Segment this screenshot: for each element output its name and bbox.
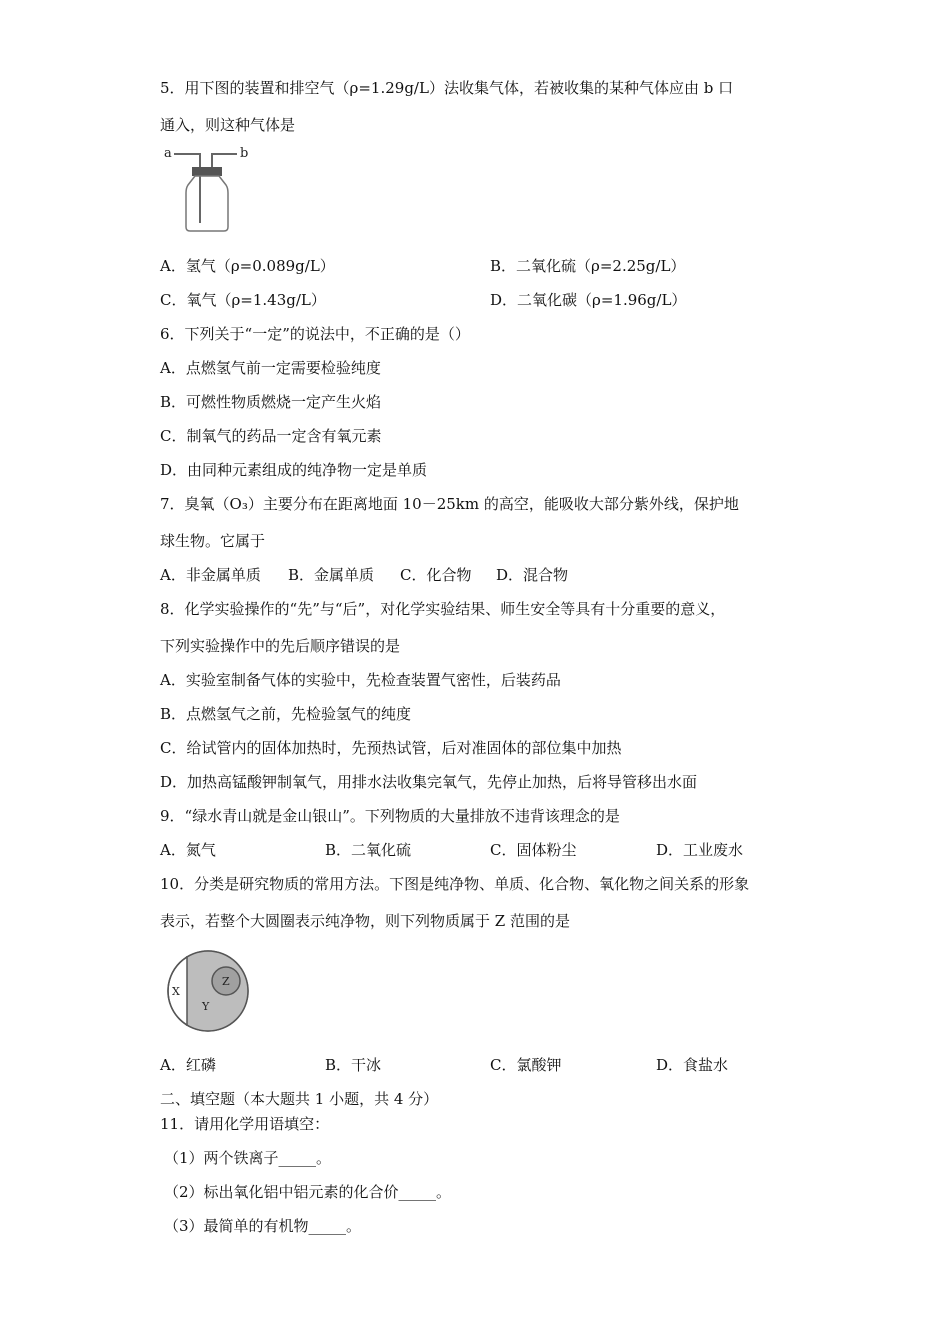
q11-stem: 11．请用化学用语填空： xyxy=(160,1115,330,1133)
q8-option-c: C．给试管内的固体加热时，先预热试管，后对准固体的部位集中加热 xyxy=(160,739,622,757)
q5-option-c: C．氧气（ρ=1.43g/L） xyxy=(160,291,326,309)
fig-label-a: a xyxy=(164,146,172,161)
q5-stem-line2: 通入，则这种气体是 xyxy=(160,116,296,134)
q8-option-d: D．加热高锰酸钾制氧气，用排水法收集完氧气，先停止加热，后将导管移出水面 xyxy=(160,773,698,791)
q9-option-a: A．氮气 xyxy=(160,841,216,859)
q10-option-a: A．红磷 xyxy=(160,1056,216,1074)
q9-option-d: D．工业废水 xyxy=(656,841,744,859)
fig-label-b: b xyxy=(240,146,249,161)
q10-stem-line1: 10．分类是研究物质的常用方法。下图是纯净物、单质、化合物、氧化物之间关系的形象 xyxy=(160,875,750,893)
venn-label-x: X xyxy=(172,985,180,998)
q10-stem-line2: 表示，若整个大圆圈表示纯净物，则下列物质属于 Z 范围的是 xyxy=(160,912,570,930)
venn-label-z: Z xyxy=(222,975,230,988)
q6-option-c: C．制氧气的药品一定含有氧元素 xyxy=(160,427,382,445)
q7-option-d: D．混合物 xyxy=(496,566,569,584)
classification-venn-figure xyxy=(165,948,255,1034)
q7-option-c: C．化合物 xyxy=(400,566,472,584)
q6-option-d: D．由同种元素组成的纯净物一定是单质 xyxy=(160,461,428,479)
q9-stem: 9．“绿水青山就是金山银山”。下列物质的大量排放不违背该理念的是 xyxy=(160,807,620,825)
q9-option-c: C．固体粉尘 xyxy=(490,841,577,859)
q5-stem-line1: 5．用下图的装置和排空气（ρ=1.29g/L）法收集气体，若被收集的某种气体应由 b 口 xyxy=(160,79,734,97)
q11-sub3: （3）最简单的有机物_____。 xyxy=(164,1217,362,1235)
q8-stem-line2: 下列实验操作中的先后顺序错误的是 xyxy=(160,637,401,655)
q11-sub2: （2）标出氧化铝中铝元素的化合价_____。 xyxy=(164,1183,452,1201)
q8-stem-line1: 8．化学实验操作的“先”与“后”，对化学实验结果、师生安全等具有十分重要的意义， xyxy=(160,600,726,618)
q6-stem: 6．下列关于“一定”的说法中，不正确的是（） xyxy=(160,325,470,343)
q7-stem-line2: 球生物。它属于 xyxy=(160,532,266,550)
q9-option-b: B．二氧化硫 xyxy=(325,841,412,859)
q11-sub1: （1）两个铁离子_____。 xyxy=(164,1149,332,1167)
q7-stem-line1: 7．臭氧（O₃）主要分布在距离地面 10－25km 的高空，能吸收大部分紫外线，保护地 xyxy=(160,495,739,513)
q8-option-b: B．点燃氢气之前，先检验氢气的纯度 xyxy=(160,705,412,723)
q10-option-c: C．氯酸钾 xyxy=(490,1056,562,1074)
q10-option-b: B．干冰 xyxy=(325,1056,382,1074)
q10-option-d: D．食盐水 xyxy=(656,1056,729,1074)
q8-option-a: A．实验室制备气体的实验中，先检查装置气密性，后装药品 xyxy=(160,671,561,689)
q5-option-a: A．氢气（ρ=0.089g/L） xyxy=(160,257,335,275)
q7-option-a: A．非金属单质 xyxy=(160,566,261,584)
venn-label-y: Y xyxy=(202,1000,210,1013)
section2-heading: 二、填空题（本大题共 1 小题，共 4 分） xyxy=(160,1090,439,1108)
q6-option-b: B．可燃性物质燃烧一定产生火焰 xyxy=(160,393,382,411)
q7-option-b: B．金属单质 xyxy=(288,566,375,584)
gas-bottle-figure xyxy=(160,143,260,235)
q5-option-b: B．二氧化硫（ρ=2.25g/L） xyxy=(490,257,686,275)
q5-option-d: D．二氧化碳（ρ=1.96g/L） xyxy=(490,291,687,309)
q6-option-a: A．点燃氢气前一定需要检验纯度 xyxy=(160,359,381,377)
